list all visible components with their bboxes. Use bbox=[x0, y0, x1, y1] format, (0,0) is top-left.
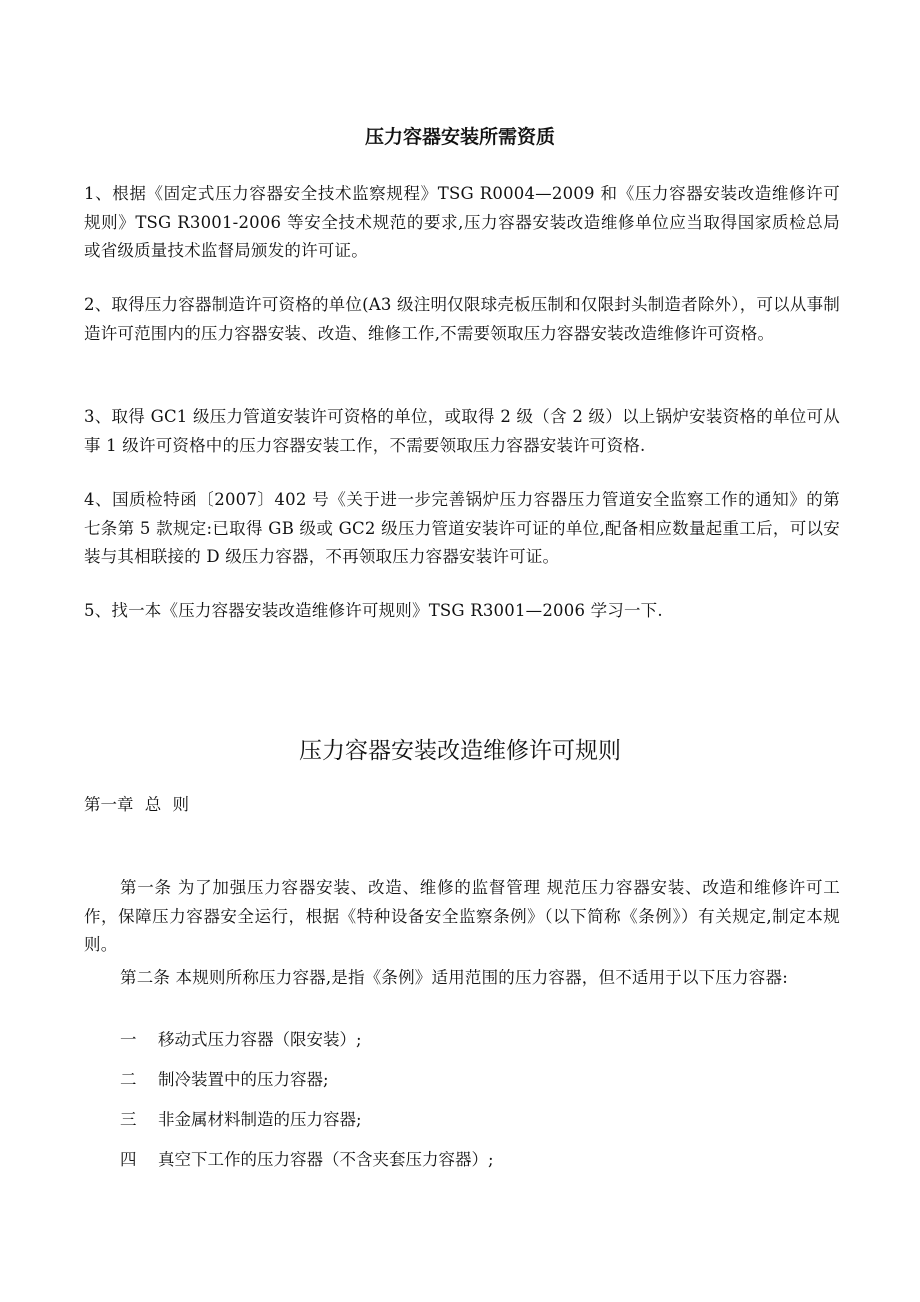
list-item-number: 三 bbox=[120, 1110, 137, 1129]
list-item-number: 四 bbox=[120, 1150, 137, 1169]
list-item-number: 一 bbox=[120, 1030, 137, 1049]
paragraph-3: 3、取得 GC1 级压力管道安装许可资格的单位，或取得 2 级（含 2 级）以上锅炉安装资格的单位可从事 1 级许可资格中的压力容器安装工作，不需要领取压力容器安装许可资格. bbox=[84, 407, 840, 455]
chapter-heading: 第一章 总 则 bbox=[84, 795, 189, 814]
paragraph-4: 4、国质检特函〔2007〕402 号《关于进一步完善锅炉压力容器压力管道安全监察工作的通知》的第七条第 5 款规定:已取得 GB 级或 GC2 级压力管道安装许可证的单位,配备相应数量起重工后，可以安装与其相联接的 D 级压力容器，不再领取压力容器安装许可证。 bbox=[84, 490, 840, 566]
rules-title: 压力容器安装改造维修许可规则 bbox=[299, 738, 621, 764]
list-item bbox=[120, 1106, 362, 1134]
paragraph-1: 1、根据《固定式压力容器安全技术监察规程》TSG R0004—2009 和《压力容器安装改造维修许可规则》TSG R3001-2006 等安全技术规范的要求,压力容器安装改造维修单位应当取得国家质检总局或省级质量技术监督局颁发的许可证。 bbox=[84, 184, 840, 260]
list-item bbox=[120, 1146, 494, 1174]
list-item bbox=[120, 1066, 329, 1094]
article-2: 第二条 本规则所称压力容器,是指《条例》适用范围的压力容器，但不适用于以下压力容器: bbox=[120, 968, 788, 987]
list-item-text: 移动式压力容器（限安装）; bbox=[158, 1030, 362, 1049]
list-item-number: 二 bbox=[120, 1070, 137, 1089]
list-item-text: 真空下工作的压力容器（不含夹套压力容器）; bbox=[158, 1150, 494, 1169]
doc-title: 压力容器安装所需资质 bbox=[364, 126, 555, 148]
paragraph-5: 5、找一本《压力容器安装改造维修许可规则》TSG R3001—2006 学习一下. bbox=[84, 601, 663, 620]
list-item bbox=[120, 1026, 362, 1054]
paragraph-2: 2、取得压力容器制造许可资格的单位(A3 级注明仅限球壳板压制和仅限封头制造者除外），可以从事制造许可范围内的压力容器安装、改造、维修工作,不需要领取压力容器安装改造维修许可资格。 bbox=[84, 295, 840, 343]
list-item-text: 非金属材料制造的压力容器; bbox=[158, 1110, 362, 1129]
list-item-text: 制冷装置中的压力容器; bbox=[158, 1070, 329, 1089]
article-1: 第一条 为了加强压力容器安装、改造、维修的监督管理 规范压力容器安装、改造和维修许可工作，保障压力容器安全运行，根据《特种设备安全监察条例》（以下简称《条例》）有关规定,制定本规则。 bbox=[84, 878, 840, 954]
